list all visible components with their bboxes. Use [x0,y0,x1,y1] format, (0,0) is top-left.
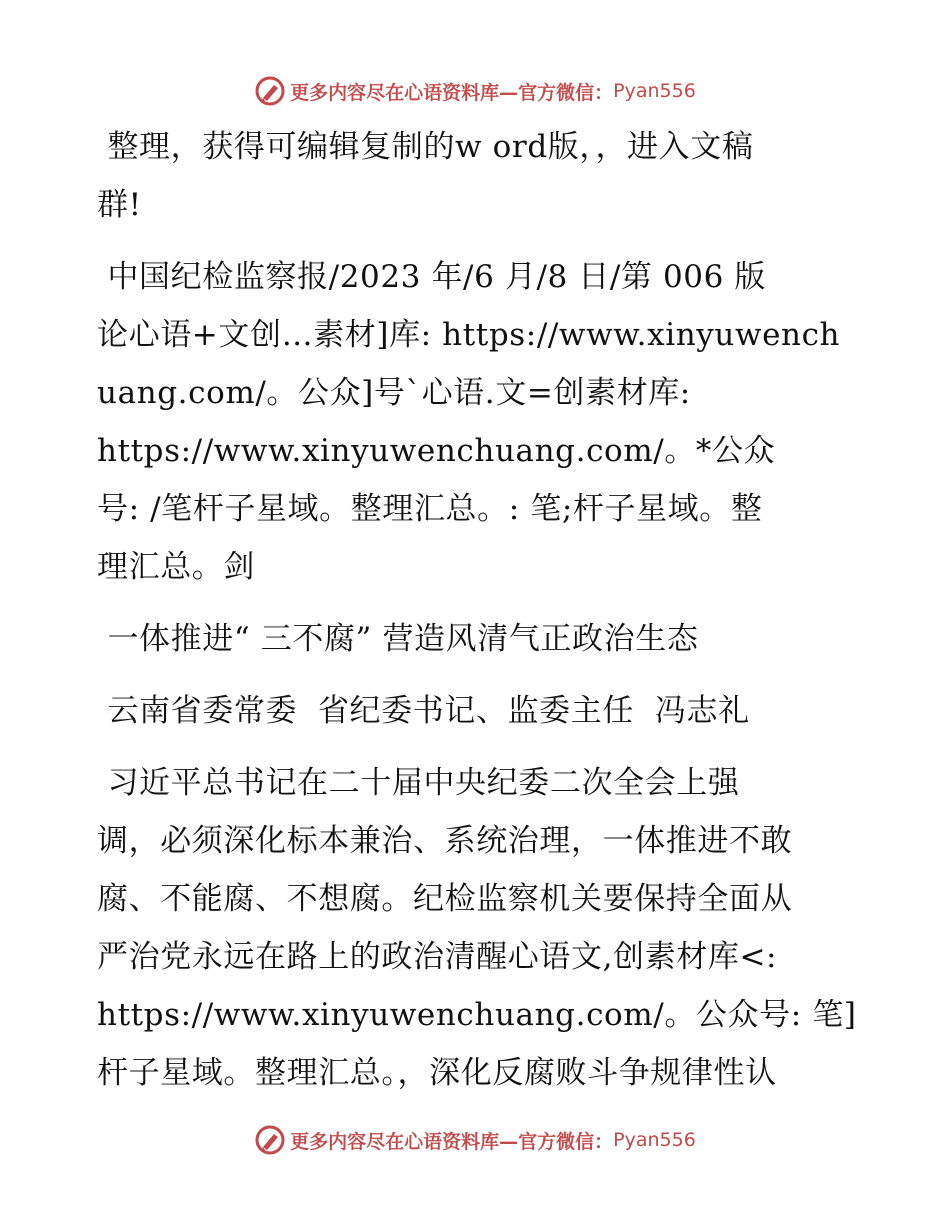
footer-banner [0,1120,950,1160]
text-line: https://www.xinyuwenchuang.com/。*公众 [97,433,776,469]
text-line: uang.com/。公众]号`心语.文=创素材库: [97,375,691,411]
header-banner [0,71,950,111]
article-author: 云南省委常委 省纪委书记、监委主任 冯志礼 [97,693,750,729]
text-line: 杆子星域。整理汇总。，深化反腐败斗争规律性认 [97,1055,777,1091]
banner-text: 更多内容尽在心语资料库—官方微信： [290,81,614,104]
banner-account: Pyan556 [613,1129,696,1151]
text-line: 号: /笔杆子星域。整理汇总。: 笔;杆子星域。整 [97,491,763,527]
text-line: 整理，获得可编辑复制的w ord版，，进入文稿 [97,129,754,165]
banner-account: Pyan556 [613,80,696,102]
text-line: 理汇总。剑 [97,549,255,585]
text-line: 调，必须深化标本兼治、系统治理，一体推进不敢 [97,823,793,859]
article-title: 一体推进“ 三不腐” 营造风清气正政治生态 [97,621,699,657]
banner-text: 更多内容尽在心语资料库—官方微信： [290,1130,614,1153]
publication-line: 中国纪检监察报/2023 年/6 月/8 日/第 006 版 [97,259,767,295]
text-line: 习近平总书记在二十届中央纪委二次全会上强 [97,765,740,801]
text-line: 腐、不能腐、不想腐。纪检监察机关要保持全面从 [97,881,793,917]
text-line: https://www.xinyuwenchuang.com/。公众号: 笔] [97,997,857,1033]
pen-logo-icon [254,1124,286,1156]
pen-logo-icon [254,75,286,107]
text-line: 群! [97,187,142,223]
document-body [97,118,857,1102]
text-line: 论心语+文创…素材]库: https://www.xinyuwench [97,317,841,353]
text-line: 严治党永远在路上的政治清醒心语文,创素材库<: [97,939,778,975]
